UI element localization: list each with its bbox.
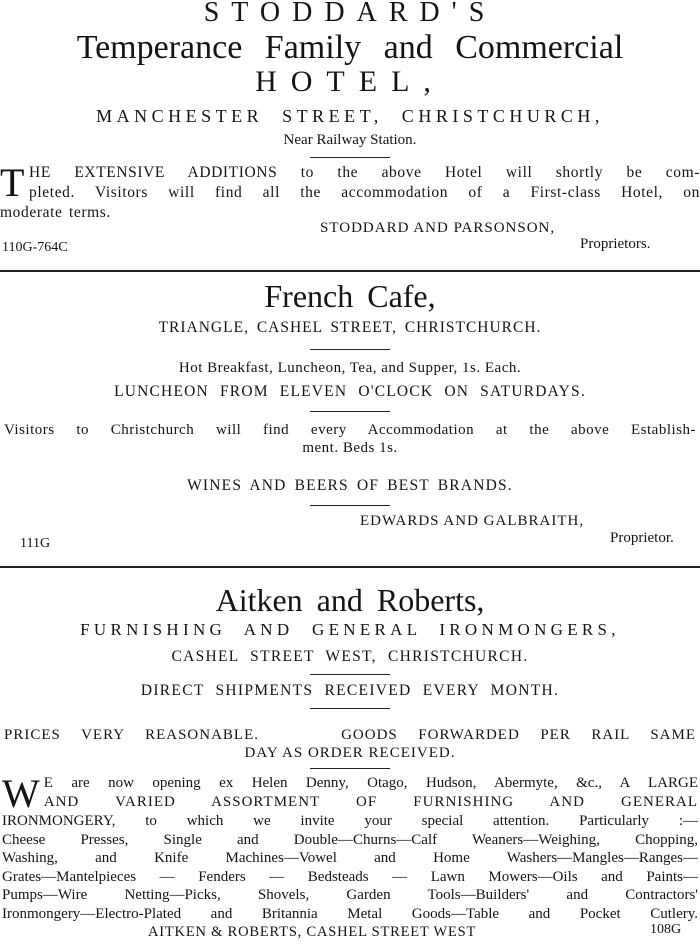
body-line: AND VARIED ASSORTMENT OF FURNISHING AND GENERAL <box>43 793 698 810</box>
divider <box>310 768 390 769</box>
ad-address: TRIANGLE, CASHEL STREET, CHRISTCHURCH. <box>158 319 542 336</box>
signature: AITKEN & ROBERTS, CASHEL STREET WEST <box>148 924 477 940</box>
body-line: pleted. Visitors will find all the accommodation of a First-class Hotel, on <box>29 184 700 201</box>
body-line: Washing, and Knife Machines—Vowel and Home Washers—Mangles—Ranges— <box>2 850 698 866</box>
visitors-note <box>4 421 696 457</box>
ad-title-hotel: HOTEL, <box>255 65 445 98</box>
ad-title-main: Temperance Family and Commercial <box>76 29 624 66</box>
body-line: Ironmongery—Electro-Plated and Britannia Metal Goods—Table and Pocket Cutlery. <box>2 905 698 922</box>
drop-cap: W <box>2 771 40 816</box>
signature: STODDARD AND PARSONSON, <box>320 220 556 236</box>
ad-code: 111G <box>20 536 51 551</box>
body-line: E are now opening ex Helen Denny, Otago, Hudson, Abermyte, &c., A LARGE <box>43 775 698 791</box>
saturday-note: LUNCHEON FROM ELEVEN O'CLOCK ON SATURDAYS. <box>114 383 586 400</box>
divider <box>310 349 390 350</box>
proprietor-role: Proprietor. <box>610 530 674 546</box>
divider <box>310 157 390 158</box>
menu-note: Hot Breakfast, Luncheon, Tea, and Supper, 1s. Each. <box>178 360 522 376</box>
divider <box>310 708 390 709</box>
ad-address: CASHEL STREET WEST, CHRISTCHURCH. <box>171 648 529 665</box>
body-line: ment. Beds 1s. <box>302 440 398 456</box>
ad-code: 110G-764C <box>2 240 68 255</box>
proprietor-role: Proprietors. <box>580 236 651 252</box>
ad-title-name: STODDARD'S <box>203 0 497 28</box>
ad-trade: FURNISHING AND GENERAL IRONMONGERS, <box>80 620 620 639</box>
divider <box>310 505 390 506</box>
shipments-note: DIRECT SHIPMENTS RECEIVED EVERY MONTH. <box>140 682 560 699</box>
french-cafe-ad <box>0 272 700 562</box>
ad-title: French Cafe, <box>264 278 436 314</box>
prices-note <box>4 726 696 762</box>
stoddards-hotel-ad <box>0 0 700 283</box>
body-line: Pumps—Wire Netting—Picks, Shovels, Garden Tools—Builders' and Contractors' <box>2 887 698 903</box>
body-line: Visitors to Christchurch will find every Accommodation at the above Establish- <box>4 422 696 438</box>
divider <box>310 411 390 412</box>
body-line: DAY AS ORDER RECEIVED. <box>244 745 456 761</box>
body-line: Cheese Presses, Single and Double—Churns—Calf Weaners—Weighing, Chopping, <box>2 831 698 848</box>
ad-location-note: Near Railway Station. <box>283 132 417 148</box>
divider <box>310 674 390 675</box>
ad-body <box>0 160 700 223</box>
signature: EDWARDS AND GALBRAITH, <box>360 513 585 529</box>
aitken-roberts-ad <box>0 568 700 944</box>
body-line: PRICES VERY REASONABLE. GOODS FORWARDED PER RAIL SAME <box>4 727 696 743</box>
ad-body <box>2 771 698 923</box>
body-line: HE EXTENSIVE ADDITIONS to the above Hotel will shortly be com- <box>29 164 700 181</box>
ad-address: MANCHESTER STREET, CHRISTCHURCH, <box>96 106 604 126</box>
body-line: moderate terms. <box>0 204 111 221</box>
wines-note: WINES AND BEERS OF BEST BRANDS. <box>187 477 513 494</box>
body-line: Grates—Mantelpieces — Fenders — Bedsteads — Lawn Mowers—Oils and Paints— <box>2 868 698 885</box>
ad-code: 108G <box>650 922 682 937</box>
ad-title: Aitken and Roberts, <box>215 582 485 618</box>
body-line: IRONMONGERY, to which we invite your special attention. Particularly :— <box>2 813 698 829</box>
drop-cap: T <box>0 160 26 205</box>
